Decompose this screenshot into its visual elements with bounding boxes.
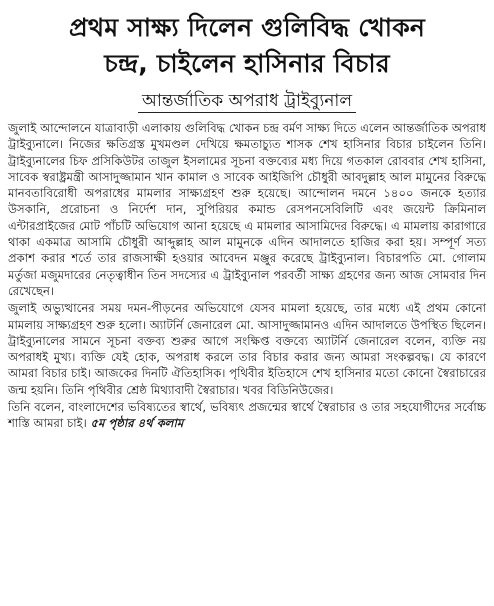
headline-line-2: চন্দ্র, চাইলেন হাসিনার বিচার xyxy=(104,49,390,78)
article-paragraph: জুলাই আন্দোলনে যাত্রাবাড়ী এলাকায় গুলিবিদ্ধ খোকন চন্দ্র বর্মণ সাক্ষ্য দিতে এলেন আন্তর্জাতিক অপরাধ ট্রাইব্যুনালে। নিজের ক্ষতিগ্রস্ত মুখমণ্ডল দেখিয়ে ক্ষমতাচ্যুত শাসক শেখ হাসিনার বিচার চাইলেন তিনি। ট্রাইব্যুনালের চিফ প্রসিকিউটর তাজুল ইসলামের সূচনা বক্তব্যের মধ্য দিয়ে গতকাল রোববার শেখ হাসিনা, সাবেক স্বরাষ্ট্রমন্ত্রী আসাদুজ্জামান খান কামাল ও সাবেক আইজিপি চৌধুরী আবদুল্লাহ আল মামুনের বিরুদ্ধে মানবতাবিরোধী অপরাধের মামলার সাক্ষ্যগ্রহণ শুরু হয়েছে। আন্দোলন দমনে ১৪০০ জনকে হত্যার উসকানি, প্ররোচনা ও নির্দেশ দান, সুপিরিয়র কমান্ড রেসপনসেবিলিটি এবং জয়েন্ট ক্রিমিনাল এন্টারপ্রাইজের মোট পাঁচটি অভিযোগ আনা হয়েছে এ মামলার আসামিদের বিরুদ্ধে। এ মামলায় কারাগারে থাকা একমাত্র আসামি চৌধুরী আব্দুল্লাহ আল মামুনকে এদিন আদালতে হাজির করা হয়। সম্পূর্ণ সত্য প্রকাশ করার শর্তে তার রাজসাক্ষী হওয়ার আবেদন মঞ্জুর করেছে ট্রাইব্যুনাল। বিচারপতি মো. গোলাম মর্তুজা মজুমদারের নেতৃত্বাধীন তিন সদস্যের এ ট্রাইব্যুনাল পরবর্তী সাক্ষ্য গ্রহণের জন্য আজ সোমবার দিন রেখেছেন। xyxy=(8,121,487,298)
article-paragraph xyxy=(8,399,486,432)
subheadline xyxy=(8,88,486,114)
headline xyxy=(8,10,486,82)
article-paragraph: জুলাই অভ্যুত্থানের সময় দমন-পীড়নের অভিযোগে যেসব মামলা হয়েছে, তার মধ্যে এই প্রথম কোনো মামলায় সাক্ষ্যগ্রহণ শুরু হলো। অ্যাটর্নি জেনারেল মো. আসাদুজ্জামানও এদিন আদালতে উপস্থিত ছিলেন। ট্রাইব্যুনালের সামনে সূচনা বক্তব্য শুরুর আগে সংক্ষিপ্ত বক্তব্যে অ্যাটর্নি জেনারেল বলেন, ব্যক্তি নয় অপরাধই মুখ্য। ব্যক্তি যেই হোক, অপরাধ করলে তার বিচার করার জন্য আমরা সংকল্পবদ্ধ। যে কারণে আমরা বিচার চাই। আজকের দিনটি ঐতিহাসিক। পৃথিবীর ইতিহাসে শেখ হাসিনার মতো কোনো স্বৈরাচারের জন্ম হয়নি। তিনি পৃথিবীর শ্রেষ্ঠ মিথ্যাবাদী স্বৈরাচার। খবর বিডিনিউজের। xyxy=(8,301,486,397)
article-paragraph-text: তিনি বলেন, বাংলাদেশের ভবিষ্যতের স্বার্থে, ভবিষ্যৎ প্রজন্মের স্বার্থে স্বৈরাচার ও তার সহযোগীদের সর্বোচ্চ শাস্তি আমরা চাই। xyxy=(8,400,486,431)
article-body xyxy=(8,120,486,432)
headline-line-1: প্রথম সাক্ষ্য দিলেন গুলিবিদ্ধ খোকন xyxy=(68,13,426,42)
subheadline-text: আন্তর্জাতিক অপরাধ ট্রাইব্যুনাল xyxy=(138,91,356,113)
continued-jump: ৫ম পৃষ্ঠার ৪র্থ কলাম xyxy=(90,416,184,431)
